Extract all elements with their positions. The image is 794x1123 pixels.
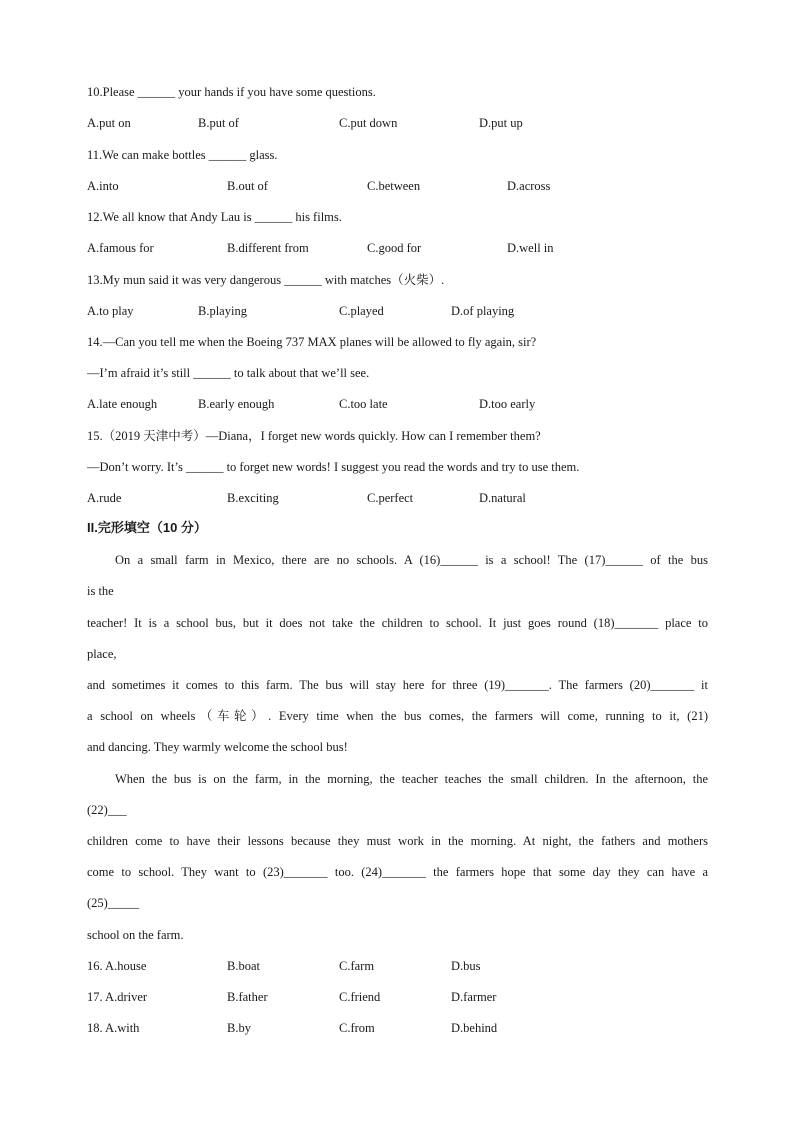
passage-line-7: and dancing. They warmly welcome the school bus! — [87, 740, 348, 754]
q18-option-c: C.from — [339, 1021, 375, 1035]
question-13-stem: 13.My mun said it was very dangerous ______ with matches（火柴）. — [87, 273, 445, 287]
q10-option-a: A.put on — [87, 116, 131, 130]
q15-option-b: B.exciting — [227, 491, 279, 505]
passage-line-13: school on the farm. — [87, 928, 184, 942]
q18-option-d: D.behind — [451, 1021, 498, 1035]
q11-option-a: A.into — [87, 179, 119, 193]
q14-option-a: A.late enough — [87, 397, 158, 411]
q13-option-c: C.played — [339, 304, 384, 318]
q16-option-c: C.farm — [339, 959, 375, 973]
passage-line-2: is the — [87, 584, 114, 598]
passage-line-5: and sometimes it comes to this farm. The bus will stay here for three (19)_______. The farmers (20)_______ it — [87, 678, 708, 692]
question-14-reply: —I’m afraid it’s still ______ to talk about that we’ll see. — [87, 366, 370, 380]
q16-option-a: 16. A.house — [87, 959, 147, 973]
question-14-stem: 14.—Can you tell me when the Boeing 737 MAX planes will be allowed to fly again, sir? — [87, 335, 537, 349]
q16-option-b: B.boat — [227, 959, 260, 973]
question-15-reply: —Don’t worry. It’s ______ to forget new words! I suggest you read the words and try to use them. — [87, 460, 580, 474]
q15-option-a: A.rude — [87, 491, 122, 505]
passage-line-12: (25)_____ — [87, 896, 140, 910]
q12-option-b: B.different from — [227, 241, 309, 255]
passage-line-8: When the bus is on the farm, in the morning, the teacher teaches the small children. In the afternoon, the — [115, 772, 708, 786]
passage-line-3: teacher! It is a school bus, but it does not take the children to school. It just goes round (18)_______ place to — [87, 616, 708, 630]
q12-option-c: C.good for — [367, 241, 422, 255]
question-12-stem: 12.We all know that Andy Lau is ______ his films. — [87, 210, 342, 224]
passage-line-11: come to school. They want to (23)_______ too. (24)_______ the farmers hope that some day they can have a — [87, 865, 708, 879]
q12-option-a: A.famous for — [87, 241, 154, 255]
question-11-stem: 11.We can make bottles ______ glass. — [87, 148, 278, 162]
q10-option-c: C.put down — [339, 116, 398, 130]
q13-option-b: B.playing — [198, 304, 247, 318]
q14-option-b: B.early enough — [198, 397, 275, 411]
q17-option-b: B.father — [227, 990, 268, 1004]
q14-option-c: C.too late — [339, 397, 388, 411]
q15-option-c: C.perfect — [367, 491, 414, 505]
q17-option-d: D.farmer — [451, 990, 497, 1004]
passage-line-9: (22)___ — [87, 803, 127, 817]
q13-option-d: D.of playing — [451, 304, 515, 318]
question-10-stem: 10.Please ______ your hands if you have some questions. — [87, 85, 376, 99]
q10-option-b: B.put of — [198, 116, 239, 130]
q11-option-b: B.out of — [227, 179, 268, 193]
passage-line-10: children come to have their lessons because they must work in the morning. At night, the fathers and mothers — [87, 834, 708, 848]
q11-option-d: D.across — [507, 179, 551, 193]
q14-option-d: D.too early — [479, 397, 536, 411]
passage-line-1: On a small farm in Mexico, there are no schools. A (16)______ is a school! The (17)______ of the bus — [115, 553, 708, 567]
q11-option-c: C.between — [367, 179, 421, 193]
passage-line-6: a school on wheels（车轮）. Every time when the bus comes, the farmers will come, running to it, (21) — [87, 709, 708, 723]
q17-option-a: 17. A.driver — [87, 990, 148, 1004]
q16-option-d: D.bus — [451, 959, 481, 973]
q13-option-a: A.to play — [87, 304, 134, 318]
section-2-heading: II.完形填空（10 分） — [87, 520, 207, 535]
passage-line-4: place, — [87, 647, 117, 661]
q18-option-b: B.by — [227, 1021, 251, 1035]
q10-option-d: D.put up — [479, 116, 523, 130]
q15-option-d: D.natural — [479, 491, 526, 505]
q18-option-a: 18. A.with — [87, 1021, 140, 1035]
q12-option-d: D.well in — [507, 241, 554, 255]
q17-option-c: C.friend — [339, 990, 381, 1004]
question-15-stem: 15.（2019 天津中考）—Diana，I forget new words quickly. How can I remember them? — [87, 429, 541, 443]
